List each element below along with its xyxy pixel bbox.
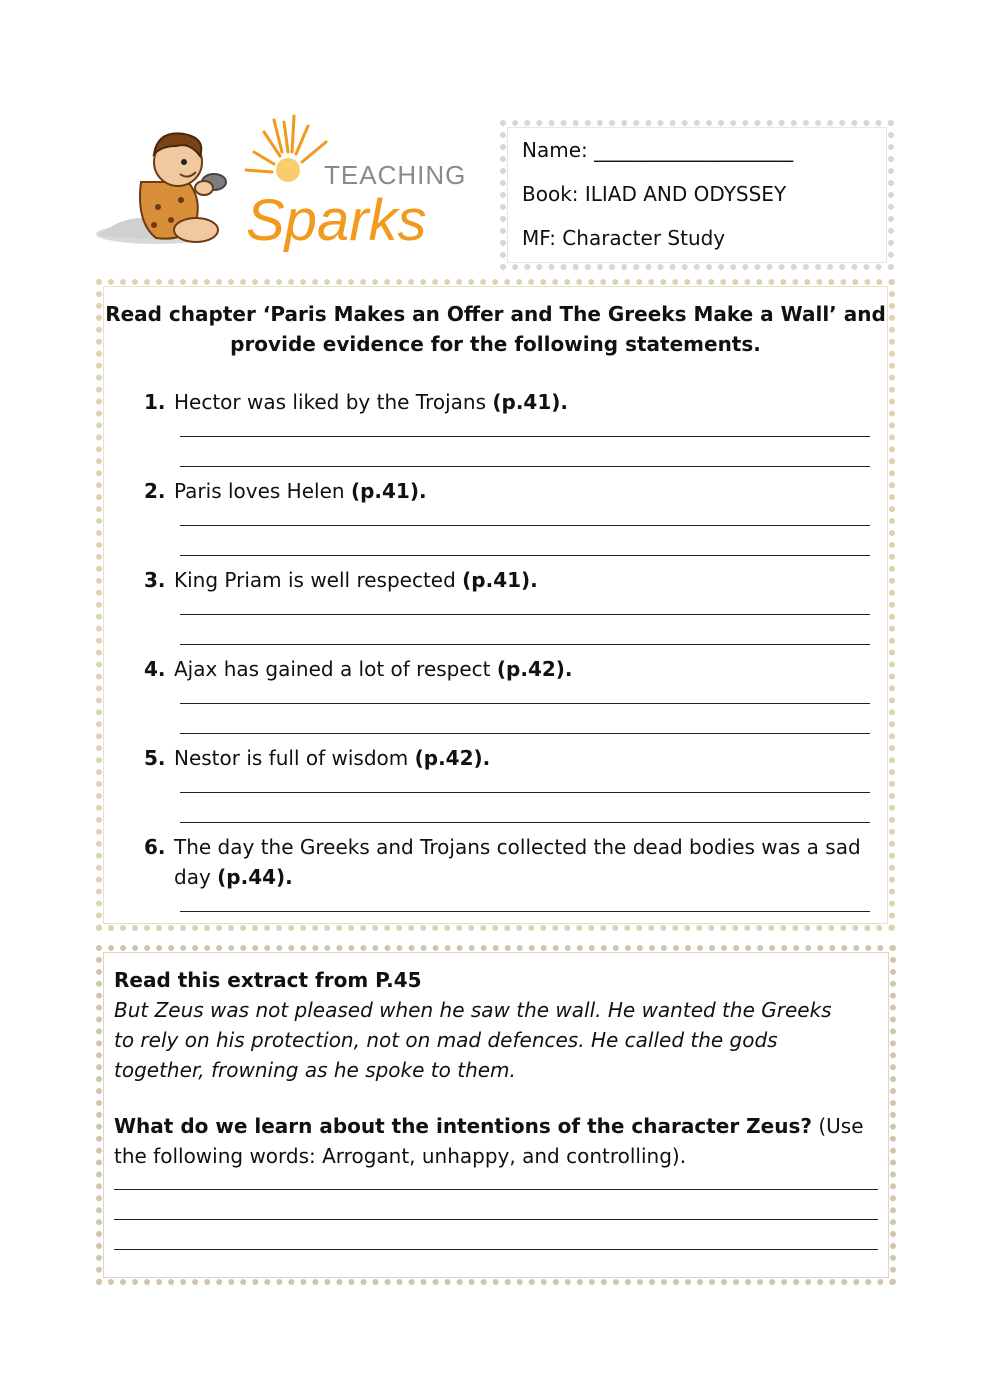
question-number: 5.: [144, 746, 166, 770]
answer-line[interactable]: [180, 822, 870, 823]
answer-line[interactable]: [114, 1249, 878, 1250]
student-info-box: [500, 120, 894, 270]
mf-label: MF: Character Study: [522, 226, 726, 250]
question-number: 1.: [144, 390, 166, 414]
question-number: 4.: [144, 657, 166, 681]
extract-box: [96, 945, 896, 1285]
book-title: Book: ILIAD AND ODYSSEY: [522, 182, 787, 206]
logo-sparks-text: Sparks: [246, 188, 427, 253]
extract-title: Read this extract from P.45: [114, 968, 422, 992]
extract-question: What do we learn about the intentions of the character Zeus? (Use the following words: Arrogant, unhappy, and controlling).: [114, 1114, 864, 1168]
name-row: [522, 138, 792, 162]
answer-line[interactable]: [114, 1189, 878, 1190]
instructions-line-1: Read chapter ‘Paris Makes an Offer and The Greeks Make a Wall’ and: [105, 302, 886, 326]
answer-line[interactable]: [180, 911, 870, 912]
caveman-mascot-icon: [96, 112, 476, 262]
teaching-sparks-logo: [96, 112, 476, 262]
question-text: Ajax has gained a lot of respect (p.42).: [174, 657, 573, 681]
question-text: The day the Greeks and Trojans collected the dead bodies was a sad day (p.44).: [174, 835, 861, 889]
answer-line[interactable]: [114, 1219, 878, 1220]
questions-box: [96, 279, 895, 931]
question-number: 3.: [144, 568, 166, 592]
name-label: Name:: [522, 138, 588, 162]
question-number: 6.: [144, 835, 166, 859]
answer-line[interactable]: [180, 555, 870, 556]
answer-line[interactable]: [180, 703, 870, 704]
answer-line[interactable]: [180, 644, 870, 645]
question-text: Nestor is full of wisdom (p.42).: [174, 746, 491, 770]
question-text: Hector was liked by the Trojans (p.41).: [174, 390, 568, 414]
instructions: [102, 299, 889, 359]
answer-line[interactable]: [180, 614, 870, 615]
question-number: 2.: [144, 479, 166, 503]
answer-line[interactable]: [180, 525, 870, 526]
answer-line[interactable]: [180, 466, 870, 467]
logo-teaching-text: TEACHING: [324, 160, 467, 190]
extract-quote: But Zeus was not pleased when he saw the wall. He wanted the Greeks to rely on his protection, not on mad defences. He called the gods together, frowning as he spoke to them.: [114, 998, 832, 1082]
answer-line[interactable]: [180, 436, 870, 437]
instructions-line-2: provide evidence for the following statements.: [230, 332, 761, 356]
answer-line[interactable]: [180, 792, 870, 793]
question-text: Paris loves Helen (p.41).: [174, 479, 427, 503]
question-text: King Priam is well respected (p.41).: [174, 568, 538, 592]
name-field[interactable]: ______________________: [594, 138, 793, 162]
answer-line[interactable]: [180, 733, 870, 734]
